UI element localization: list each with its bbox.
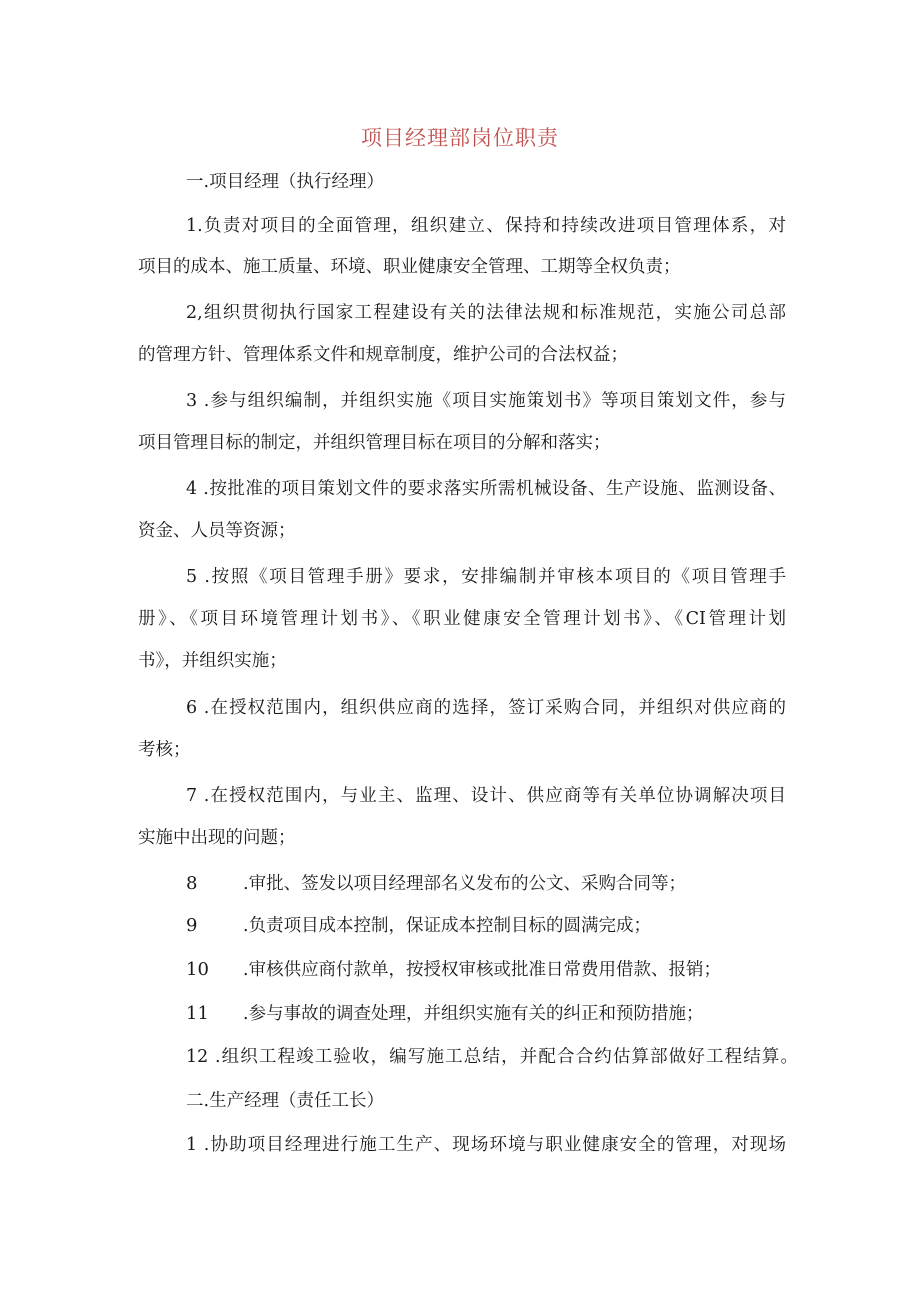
item2-line1: 2,组织贯彻执行国家工程建设有关的法律法规和标准规范，实施公司总部 xyxy=(186,303,786,323)
item3-line2: 项目管理目标的制定，并组织管理目标在项目的分解和落实； xyxy=(138,433,611,453)
section2-item1-line1: 1 .协助项目经理进行施工生产、现场环境与职业健康安全的管理，对现场 xyxy=(186,1135,786,1155)
item12-text: 12 .组织工程竣工验收，编写施工总结，并配合合约估算部做好工程结算。 xyxy=(186,1047,798,1067)
item4-line1: 4 .按批准的项目策划文件的要求落实所需机械设备、生产设施、监测设备、 xyxy=(186,479,786,499)
item10-text: .审核供应商付款单，按授权审核或批准日常费用借款、报销； xyxy=(243,960,722,980)
item7-line2: 实施中出现的问题； xyxy=(138,828,296,848)
section2-heading: 二.生产经理（责任工长） xyxy=(186,1091,385,1111)
item10-number: 10 xyxy=(186,959,209,980)
item5-line1: 5 .按照《项目管理手册》要求，安排编制并审核本项目的《项目管理手 xyxy=(186,567,786,587)
item11-number: 11 xyxy=(186,1003,209,1024)
item1-line1: 1.负责对项目的全面管理，组织建立、保持和持续改进项目管理体系，对 xyxy=(186,216,786,236)
item4-line2: 资金、人员等资源； xyxy=(138,521,296,541)
item8-text: .审批、签发以项目经理部名义发布的公文、采购合同等； xyxy=(243,874,687,894)
item1-line2: 项目的成本、施工质量、环境、职业健康安全管理、工期等全权负责； xyxy=(138,257,681,277)
item11-text: .参与事故的调查处理，并组织实施有关的纠正和预防措施； xyxy=(243,1004,704,1024)
item7-line1: 7 .在授权范围内，与业主、监理、设计、供应商等有关单位协调解决项目 xyxy=(186,786,786,806)
item5-line2: 册》、《项目环境管理计划书》、《职业健康安全管理计划书》、《CI管理计划 xyxy=(138,609,786,629)
item9-text: .负责项目成本控制，保证成本控制目标的圆满完成； xyxy=(243,916,652,936)
item9-number: 9 xyxy=(186,915,198,936)
item5-line3: 书》，并组织实施； xyxy=(138,651,287,671)
item6-line1: 6 .在授权范围内，组织供应商的选择，签订采购合同，并组织对供应商的 xyxy=(186,698,786,718)
item3-line1: 3 .参与组织编制，并组织实施《项目实施策划书》等项目策划文件，参与 xyxy=(186,391,786,411)
document-title: 项目经理部岗位职责 xyxy=(361,126,559,150)
item6-line2: 考核； xyxy=(138,740,191,760)
item8-number: 8 xyxy=(186,873,198,894)
item2-line2: 的管理方针、管理体系文件和规章制度，维护公司的合法权益； xyxy=(138,345,628,365)
section1-heading: 一.项目经理（执行经理） xyxy=(186,172,385,192)
